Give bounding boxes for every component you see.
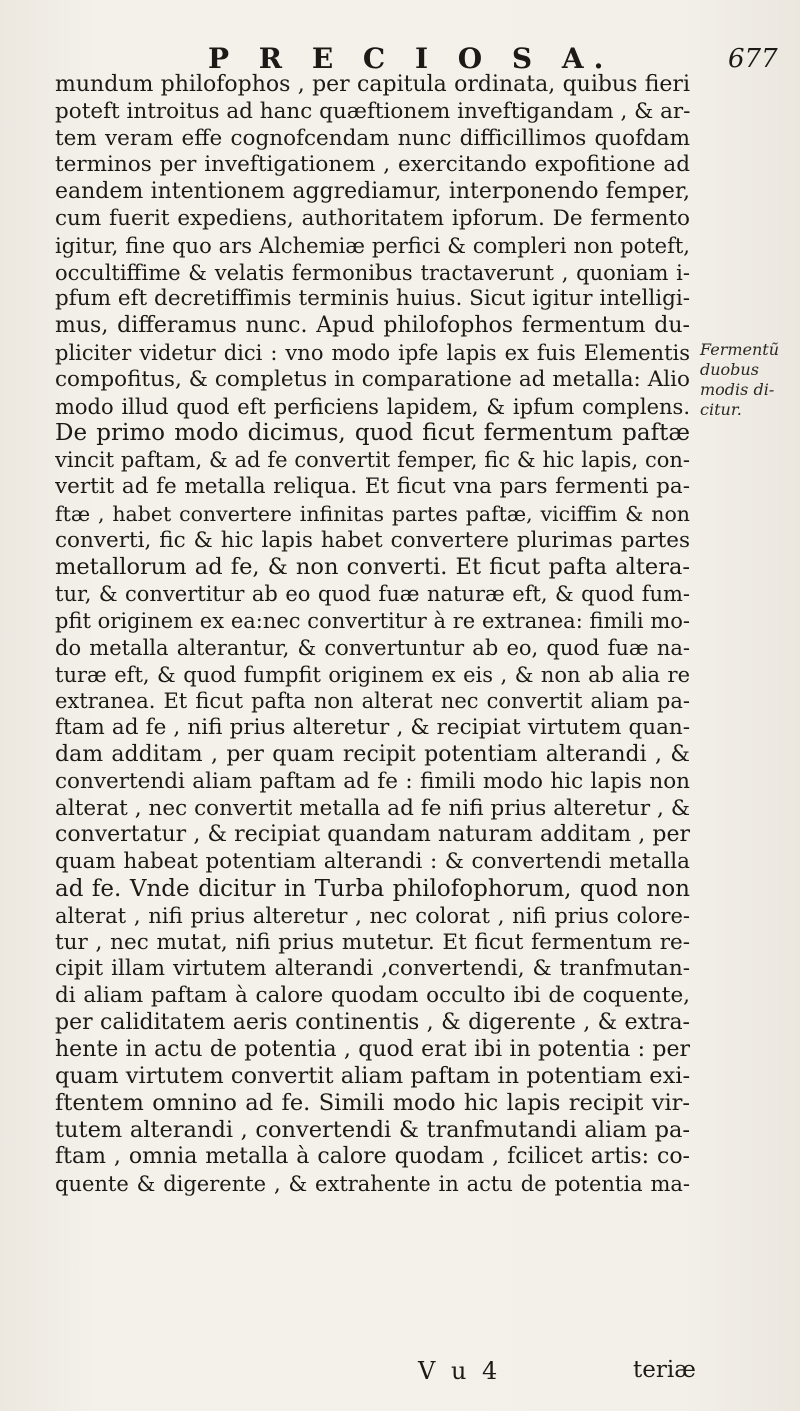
text-line: tutem alterandi , convertendi & tranfmutandi aliam pa- <box>55 1117 690 1144</box>
text-line: turæ eft, & quod fumpfit originem ex eis , & non ab alia re <box>55 662 690 687</box>
text-line: do metalla alterantur, & convertuntur ab eo, quod fuæ na- <box>55 635 690 660</box>
text-line: modo illud quod eft perficiens lapidem, & ipfum complens. <box>55 394 690 419</box>
text-line: di aliam paftam à calore quodam occulto ibi de coquente, <box>55 983 690 1009</box>
text-line: tur, & convertitur ab eo quod fuæ naturæ eft, & quod fum- <box>55 582 690 607</box>
text-line: cipit illam virtutem alterandi ,convertendi, & tranfmutan- <box>55 956 690 982</box>
body-text <box>55 72 690 1197</box>
text-line: quente & digerente , & extrahente in actu de potentia ma- <box>55 1171 690 1196</box>
text-line: terminos per inveftigationem , exercitando expofitione ad <box>55 152 690 178</box>
text-line: igitur, fine quo ars Alchemiæ perfici & compleri non poteft, <box>55 233 690 258</box>
signature-mark: V u 4 <box>418 1357 502 1385</box>
text-line: pfit originem ex ea:nec convertitur à re extranea: fimili mo- <box>55 608 690 633</box>
text-line: vertit ad fe metalla reliqua. Et ficut vna pars fermenti pa- <box>55 473 690 499</box>
text-line: occultiffime & velatis fermonibus tractaverunt , quoniam i- <box>55 260 690 285</box>
text-line: ftam ad fe , nifi prius alteretur , & recipiat virtutem quan- <box>55 715 690 741</box>
page-number: 677 <box>728 44 778 74</box>
text-line: tem veram effe cognofcendam nunc difficillimos quofdam <box>55 125 690 151</box>
text-line: poteft introitus ad hanc quæftionem inveftigandam , & ar- <box>55 98 690 124</box>
text-line: ad fe. Vnde dicitur in Turba philofophorum, quod non <box>55 875 690 902</box>
catchword: teriæ <box>633 1357 696 1383</box>
text-line: ftam , omnia metalla à calore quodam , fcilicet artis: co- <box>55 1143 690 1169</box>
text-line: convertatur , & recipiat quandam naturam additam , per <box>55 822 690 848</box>
text-line: metallorum ad fe, & non converti. Et ficut pafta altera- <box>55 554 690 581</box>
catchline <box>0 1357 800 1389</box>
text-line: cum fuerit expediens, authoritatem ipforum. De fermento <box>55 205 690 231</box>
text-line: per caliditatem aeris continentis , & digerente , & extra- <box>55 1009 690 1035</box>
text-line: compofitus, & completus in comparatione ad metalla: Alio <box>55 366 690 392</box>
text-line: ftentem omnino ad fe. Simili modo hic lapis recipit vir- <box>55 1090 690 1117</box>
running-title: P R E C I O S A. <box>208 42 614 75</box>
text-line: alterat , nifi prius alteretur , nec colorat , nifi prius colore- <box>55 903 690 928</box>
margin-note-line: Fermentũ <box>700 340 780 359</box>
text-line: tur , nec mutat, nifi prius mutetur. Et ficut fermentum re- <box>55 929 690 955</box>
text-line: eandem intentionem aggrediamur, interponendo femper, <box>55 179 690 205</box>
margin-note-line: modis di- <box>700 380 775 399</box>
text-line: mus, differamus nunc. Apud philofophos fermentum du- <box>55 313 690 339</box>
text-line: alterat , nec convertit metalla ad fe nifi prius alteretur , & <box>55 795 690 821</box>
text-line: ftæ , habet convertere infinitas partes paftæ, viciffim & non <box>55 501 690 526</box>
margin-note-line: duobus <box>700 360 759 379</box>
text-line: mundum philofophos , per capitula ordinata, quibus fieri <box>55 72 690 97</box>
text-line: pfum eft decretiffimis terminis huius. Sicut igitur intelligi- <box>55 286 690 312</box>
text-line: vincit paftam, & ad fe convertit femper, fic & hic lapis, con- <box>55 448 690 473</box>
text-line: extranea. Et ficut pafta non alterat nec convertit aliam pa- <box>55 689 690 714</box>
text-line: pliciter videtur dici : vno modo ipfe lapis ex fuis Elementis <box>55 340 690 365</box>
margin-note-line: citur. <box>700 400 742 419</box>
text-line: quam habeat potentiam alterandi : & convertendi metalla <box>55 849 690 875</box>
text-line: hente in actu de potentia , quod erat ibi in potentia : per <box>55 1036 690 1062</box>
text-line: De primo modo dicimus, quod ficut fermentum paftæ <box>55 420 690 447</box>
text-line: quam virtutem convertit aliam paftam in potentiam exi- <box>55 1063 690 1090</box>
text-line: convertendi aliam paftam ad fe : fimili modo hic lapis non <box>55 768 690 794</box>
text-line: dam additam , per quam recipit potentiam alterandi , & <box>55 741 690 767</box>
text-line: converti, fic & hic lapis habet convertere plurimas partes <box>55 527 690 553</box>
margin-note <box>700 340 790 420</box>
